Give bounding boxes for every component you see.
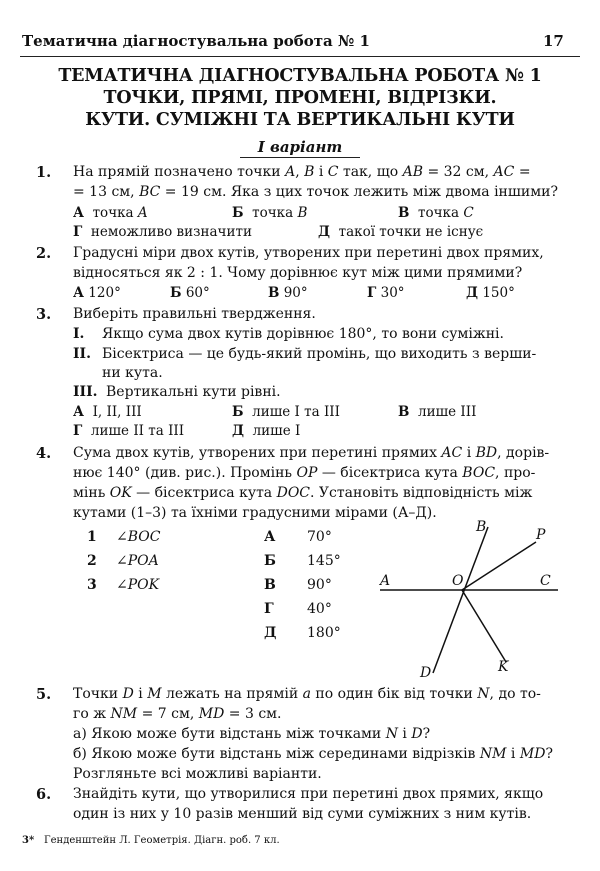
q3-option-b[interactable]: Б лише I та III — [232, 404, 340, 420]
question-5-line-1: Точки D і M лежать на прямій a по один бік від точки N, до то- — [73, 686, 541, 702]
question-4-line-4: кутами (1–3) та їхніми градусними мірами (А–Д). — [73, 505, 437, 521]
q3-option-a[interactable]: А I, II, III — [73, 404, 142, 420]
question-3-prompt: Виберіть правильні твердження. — [73, 306, 316, 322]
question-6-number: 6. — [36, 786, 52, 803]
label-b: B — [476, 519, 487, 535]
footer-signature-mark: 3* — [22, 835, 35, 846]
statement-2-number: II. — [73, 346, 91, 362]
q2-option-d[interactable]: Г 30° — [367, 285, 405, 301]
match-right-e-letter: Д — [264, 625, 277, 641]
q2-option-a[interactable]: А 120° — [73, 285, 121, 301]
variant-label: I варіант — [257, 138, 343, 156]
match-right-e-value: 180° — [307, 625, 341, 641]
title-line-3: КУТИ. СУМІЖНІ ТА ВЕРТИКАЛЬНІ КУТИ — [85, 110, 515, 130]
q2-option-e[interactable]: Д 150° — [466, 285, 515, 301]
question-1-number: 1. — [36, 164, 52, 181]
title-line-1: ТЕМАТИЧНА ДІАГНОСТУВАЛЬНА РОБОТА № 1 — [58, 66, 542, 86]
question-4-line-2: нює 140° (див. рис.). Промінь OP — бісектриса кута BOC, про- — [73, 465, 536, 481]
question-2-line-2: відносяться як 2 : 1. Чому дорівнює кут між цими прямими? — [73, 265, 523, 281]
question-1-line-1: На прямій позначено точки A, B і C так, що AB = 32 см, AC = — [73, 164, 531, 180]
match-left-3-number: 3 — [87, 577, 97, 593]
ray-ok — [462, 590, 506, 662]
question-2-number: 2. — [36, 245, 52, 262]
match-left-2-angle: ∠POA — [116, 553, 159, 569]
match-right-b-letter: Б — [264, 553, 276, 569]
label-c: C — [540, 573, 551, 589]
match-right-a-value: 70° — [307, 529, 332, 545]
q1-option-b[interactable]: Б точка B — [232, 205, 308, 221]
q1-option-d[interactable]: Г неможливо визначити — [73, 224, 252, 240]
match-left-1-angle: ∠BOC — [116, 529, 161, 545]
question-5-note: Розгляньте всі можливі варіанти. — [73, 766, 322, 782]
q2-option-c[interactable]: В 90° — [268, 285, 308, 301]
label-d: D — [420, 665, 432, 681]
q1-option-a[interactable]: А точка A — [73, 205, 148, 221]
question-5-part-a: а) Якою може бути відстань між точками N і D? — [73, 726, 431, 742]
header-rule — [20, 56, 580, 57]
match-left-3-angle: ∠POK — [116, 577, 160, 593]
q3-option-c[interactable]: В лише III — [398, 404, 477, 420]
match-left-1-number: 1 — [87, 529, 97, 545]
match-left-2-number: 2 — [87, 553, 97, 569]
q2-option-b[interactable]: Б 60° — [170, 285, 210, 301]
variant-underline — [240, 157, 360, 158]
match-right-d-value: 40° — [307, 601, 332, 617]
question-4-number: 4. — [36, 445, 52, 462]
label-a: A — [380, 573, 391, 589]
question-4-line-1: Сума двох кутів, утворених при перетині прямих AC і BD, дорів- — [73, 445, 550, 461]
label-p: P — [536, 527, 546, 543]
angles-figure — [370, 515, 570, 685]
line-bd — [433, 527, 488, 673]
question-6-line-1: Знайдіть кути, що утворилися при перетині двох прямих, якщо — [73, 786, 544, 802]
label-o: O — [452, 573, 464, 589]
match-right-b-value: 145° — [307, 553, 341, 569]
question-4-line-3: мінь OK — бісектриса кута DOC. Установіть відповідність між — [73, 485, 533, 501]
label-k: K — [498, 659, 509, 675]
q3-option-e[interactable]: Д лише I — [232, 423, 301, 439]
question-2-line-1: Градусні міри двох кутів, утворених при перетині двох прямих, — [73, 245, 544, 261]
match-right-c-value: 90° — [307, 577, 332, 593]
statement-2-text: Бісектриса — це будь-який промінь, що виходить з верши- — [102, 346, 537, 362]
match-right-a-letter: А — [264, 529, 276, 545]
statement-3-number: III. — [73, 384, 98, 400]
q1-option-c[interactable]: В точка C — [398, 205, 474, 221]
question-5-part-b: б) Якою може бути відстань між серединами відрізків NM і MD? — [73, 746, 553, 762]
footer-source: Генденштейн Л. Геометрія. Діагн. роб. 7 кл. — [44, 835, 280, 846]
title-line-2: ТОЧКИ, ПРЯМІ, ПРОМЕНІ, ВІДРІЗКИ. — [103, 88, 497, 108]
question-6-line-2: один із них у 10 разів менший від суми суміжних з ним кутів. — [73, 806, 532, 822]
statement-1-text: Якщо сума двох кутів дорівнює 180°, то вони суміжні. — [102, 326, 504, 342]
q3-option-d[interactable]: Г лише II та III — [73, 423, 185, 439]
statement-1-number: I. — [73, 326, 85, 342]
question-3-number: 3. — [36, 306, 52, 323]
statement-2-text-cont: ни кута. — [102, 365, 163, 381]
q1-option-e[interactable]: Д такої точки не існує — [318, 224, 484, 240]
question-5-number: 5. — [36, 686, 52, 703]
match-right-d-letter: Г — [264, 601, 274, 617]
running-header: Тематична діагностувальна робота № 1 — [22, 32, 370, 50]
statement-3-text: Вертикальні кути рівні. — [106, 384, 281, 400]
question-5-line-2: го ж NM = 7 см, MD = 3 см. — [73, 706, 282, 722]
question-1-line-2: = 13 см, BC = 19 см. Яка з цих точок лежить між двома іншими? — [73, 184, 558, 200]
match-right-c-letter: В — [264, 577, 276, 593]
page-number: 17 — [543, 32, 564, 50]
